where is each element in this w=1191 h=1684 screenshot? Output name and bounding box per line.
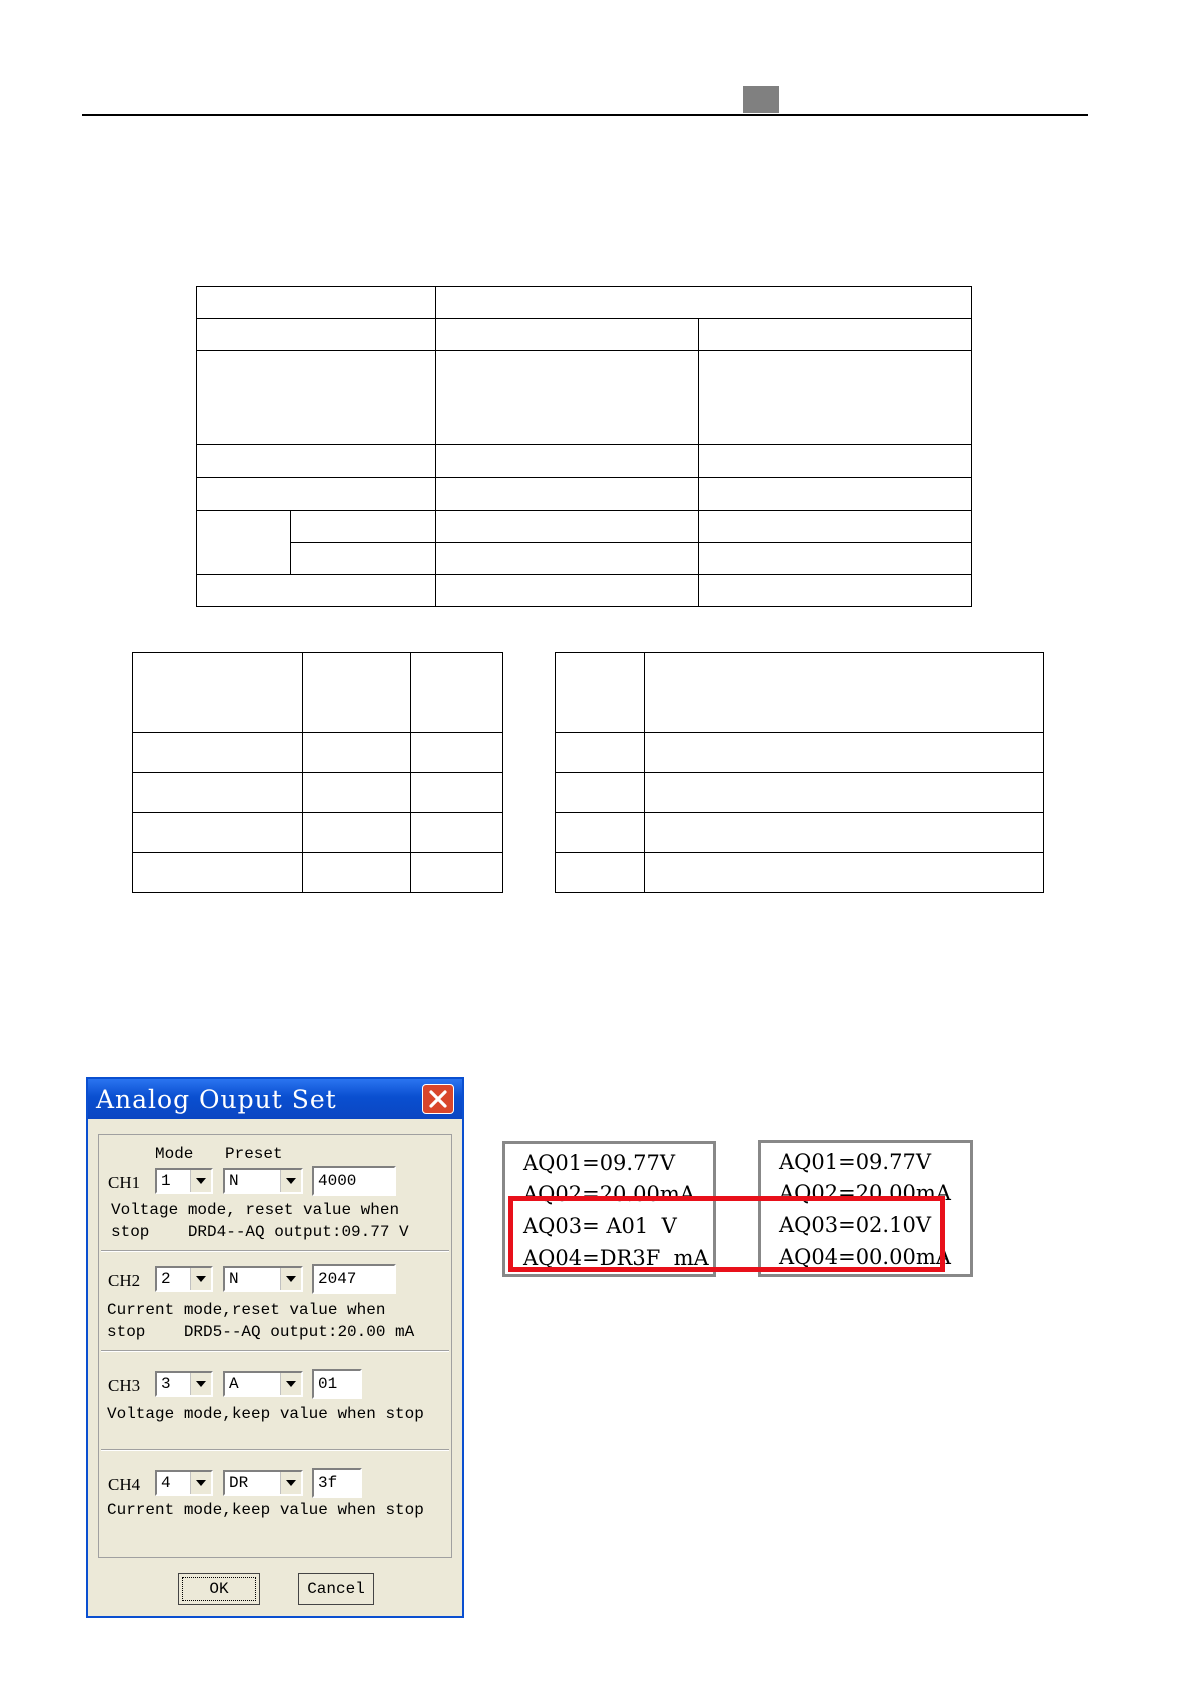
ch1-mode-value: 1: [161, 1172, 171, 1190]
preset-table: [555, 652, 1044, 893]
ch2-preset-value: N: [229, 1270, 239, 1288]
ch4-value-text: 3f: [318, 1474, 338, 1492]
ch2-mode-value: 2: [161, 1270, 171, 1288]
focus-rect: [182, 1577, 256, 1601]
ch3-mode-select[interactable]: [155, 1371, 213, 1397]
ch2-value-text: 2047: [318, 1270, 357, 1288]
ch1-mode-select[interactable]: [155, 1168, 213, 1194]
separator: [101, 1350, 449, 1352]
ch4-mode-select[interactable]: [155, 1470, 213, 1496]
channel-panel: [98, 1134, 452, 1558]
ok-label: OK: [209, 1580, 229, 1598]
ok-button[interactable]: [178, 1573, 260, 1605]
ch1-value-input[interactable]: [312, 1166, 396, 1196]
cancel-label: Cancel: [307, 1580, 365, 1598]
ch2-description-2: stop DRD5--AQ output:20.00 mA: [107, 1323, 415, 1341]
ch2-mode-select[interactable]: [155, 1266, 213, 1292]
chevron-down-icon[interactable]: [280, 1170, 301, 1192]
lcd-line: AQ01=09.77V: [523, 1151, 675, 1175]
lcd-line: AQ02=20.00mA: [523, 1182, 695, 1206]
chevron-down-icon[interactable]: [280, 1472, 301, 1494]
ch1-preset-select[interactable]: [223, 1168, 303, 1194]
mode-column-header: Mode: [155, 1145, 194, 1163]
close-button[interactable]: [422, 1084, 454, 1114]
lcd-line: AQ03= A01 V: [523, 1214, 677, 1238]
dialog-title-bar: [88, 1079, 462, 1119]
highlight-box: [508, 1196, 945, 1272]
ch3-mode-value: 3: [161, 1375, 171, 1393]
cancel-button[interactable]: [298, 1573, 374, 1605]
ch1-description: Voltage mode, reset value when: [111, 1201, 400, 1219]
ch2-value-input[interactable]: [312, 1264, 396, 1294]
ch2-label: CH2: [108, 1271, 141, 1290]
header-mark: [743, 86, 779, 113]
lcd-line: AQ04=00.00mA: [779, 1245, 951, 1269]
lcd-line: AQ01=09.77V: [779, 1150, 931, 1174]
chevron-down-icon[interactable]: [280, 1373, 301, 1395]
preset-column-header: Preset: [225, 1145, 283, 1163]
ch3-preset-value: A: [229, 1375, 239, 1393]
separator: [101, 1449, 449, 1451]
ch1-description-2: stop DRD4--AQ output:09.77 V: [111, 1223, 409, 1241]
ch3-description: Voltage mode,keep value when stop: [107, 1405, 424, 1423]
lcd-line: AQ03=02.10V: [779, 1213, 931, 1237]
spec-table: [196, 286, 972, 607]
chevron-down-icon[interactable]: [190, 1268, 211, 1290]
ch1-label: CH1: [108, 1173, 141, 1192]
ch1-preset-value: N: [229, 1172, 239, 1190]
mode-table: [132, 652, 503, 893]
ch2-preset-select[interactable]: [223, 1266, 303, 1292]
ch3-value-text: 01: [318, 1375, 338, 1393]
close-icon: [429, 1090, 447, 1108]
dialog-title: Analog Ouput Set: [96, 1085, 337, 1114]
separator: [101, 1250, 449, 1252]
ch3-value-input[interactable]: [312, 1369, 362, 1399]
ch4-preset-select[interactable]: [223, 1470, 303, 1496]
lcd-line: AQ02=20.00mA: [779, 1181, 951, 1205]
ch4-description: Current mode,keep value when stop: [107, 1501, 424, 1519]
ch4-preset-value: DR: [229, 1474, 249, 1492]
ch4-label: CH4: [108, 1475, 141, 1494]
lcd-line: AQ04=DR3F mA: [523, 1246, 709, 1270]
chevron-down-icon[interactable]: [190, 1170, 211, 1192]
ch2-description: Current mode,reset value when: [107, 1301, 386, 1319]
ch3-label: CH3: [108, 1376, 141, 1395]
header-rule: [82, 114, 1088, 116]
chevron-down-icon[interactable]: [190, 1472, 211, 1494]
ch1-value-text: 4000: [318, 1172, 357, 1190]
ch4-mode-value: 4: [161, 1474, 171, 1492]
ch3-preset-select[interactable]: [223, 1371, 303, 1397]
chevron-down-icon[interactable]: [190, 1373, 211, 1395]
analog-output-dialog: [86, 1077, 464, 1618]
chevron-down-icon[interactable]: [280, 1268, 301, 1290]
ch4-value-input[interactable]: [312, 1468, 362, 1498]
